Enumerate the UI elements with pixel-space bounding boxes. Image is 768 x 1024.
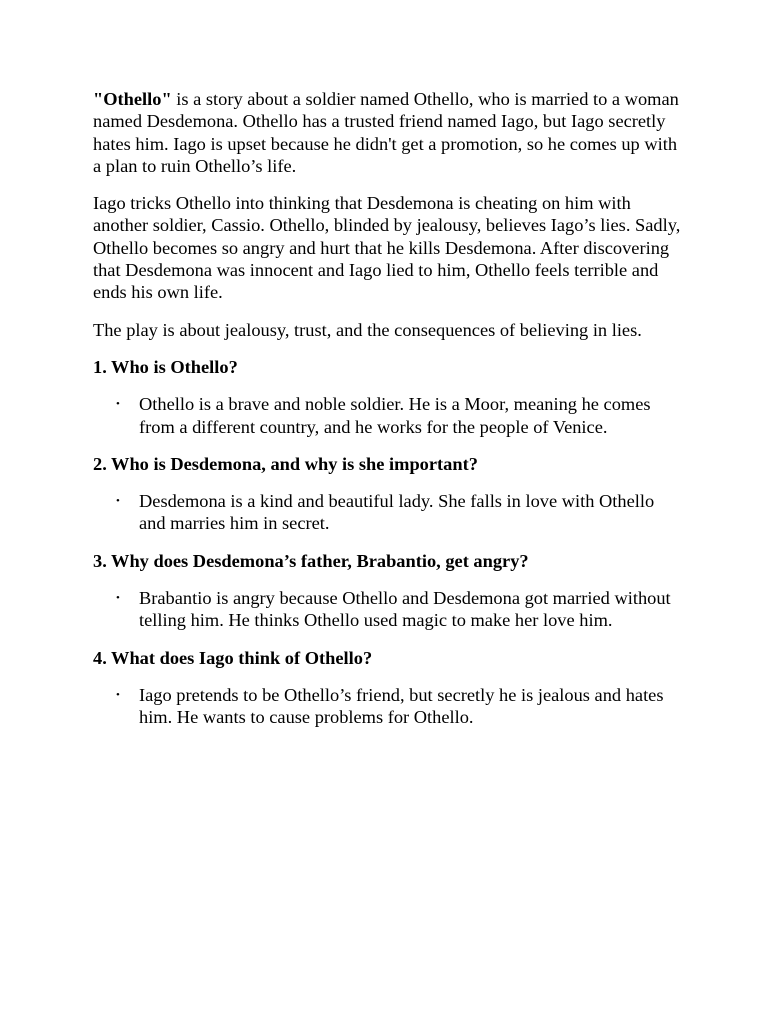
question-2-heading: 2. Who is Desdemona, and why is she important? (93, 453, 478, 474)
question-1-heading: 1. Who is Othello? (93, 356, 238, 377)
question-3-heading: 3. Why does Desdemona’s father, Brabantio, get angry? (93, 550, 529, 571)
answer-2-text: Desdemona is a kind and beautiful lady. She falls in love with Othello and marries him in secret. (139, 491, 655, 534)
answer-2-list (93, 490, 683, 535)
answer-4-list (93, 684, 683, 729)
answer-3-list (93, 587, 683, 632)
intro-paragraph-1-text: is a story about a soldier named Othello, who is married to a woman named Desdemona. Othello has a trusted friend named Iago, but Iago secretly hates him. Iago is upset because he didn't get a promotion, so he comes up with a plan to ruin Othello’s life. (93, 89, 679, 176)
answer-1-list (93, 393, 683, 438)
answer-1-item (93, 393, 683, 438)
answer-3-text: Brabantio is angry because Othello and Desdemona got married without telling him. He thinks Othello used magic to make her love him. (139, 588, 671, 631)
bullet-marker: • (116, 495, 120, 508)
intro-paragraph-2: Iago tricks Othello into thinking that Desdemona is cheating on him with another soldier, Cassio. Othello, blinded by jealousy, believes Iago’s lies. Sadly, Othello becomes so angry and hurt that he kills Desdemona. After discovering that Desdemona was innocent and Iago lied to him, Othello feels terrible and ends his own life. (93, 193, 681, 303)
document-page (93, 88, 683, 744)
bullet-marker: • (116, 398, 120, 411)
intro-paragraph-1 (93, 88, 683, 177)
answer-3-item (93, 587, 683, 632)
intro-paragraph-3: The play is about jealousy, trust, and the consequences of believing in lies. (93, 319, 642, 340)
answer-4-text: Iago pretends to be Othello’s friend, but secretly he is jealous and hates him. He wants to cause problems for Othello. (139, 684, 664, 728)
answer-2-item (93, 490, 683, 535)
play-title: "Othello" (93, 89, 172, 109)
bullet-marker: • (116, 688, 120, 701)
answer-1-text: Othello is a brave and noble soldier. He is a Moor, meaning he comes from a different country, and he works for the people of Venice. (139, 394, 651, 437)
answer-4-item (93, 684, 683, 729)
bullet-marker: • (116, 592, 120, 605)
question-4-heading: 4. What does Iago think of Othello? (93, 647, 373, 668)
